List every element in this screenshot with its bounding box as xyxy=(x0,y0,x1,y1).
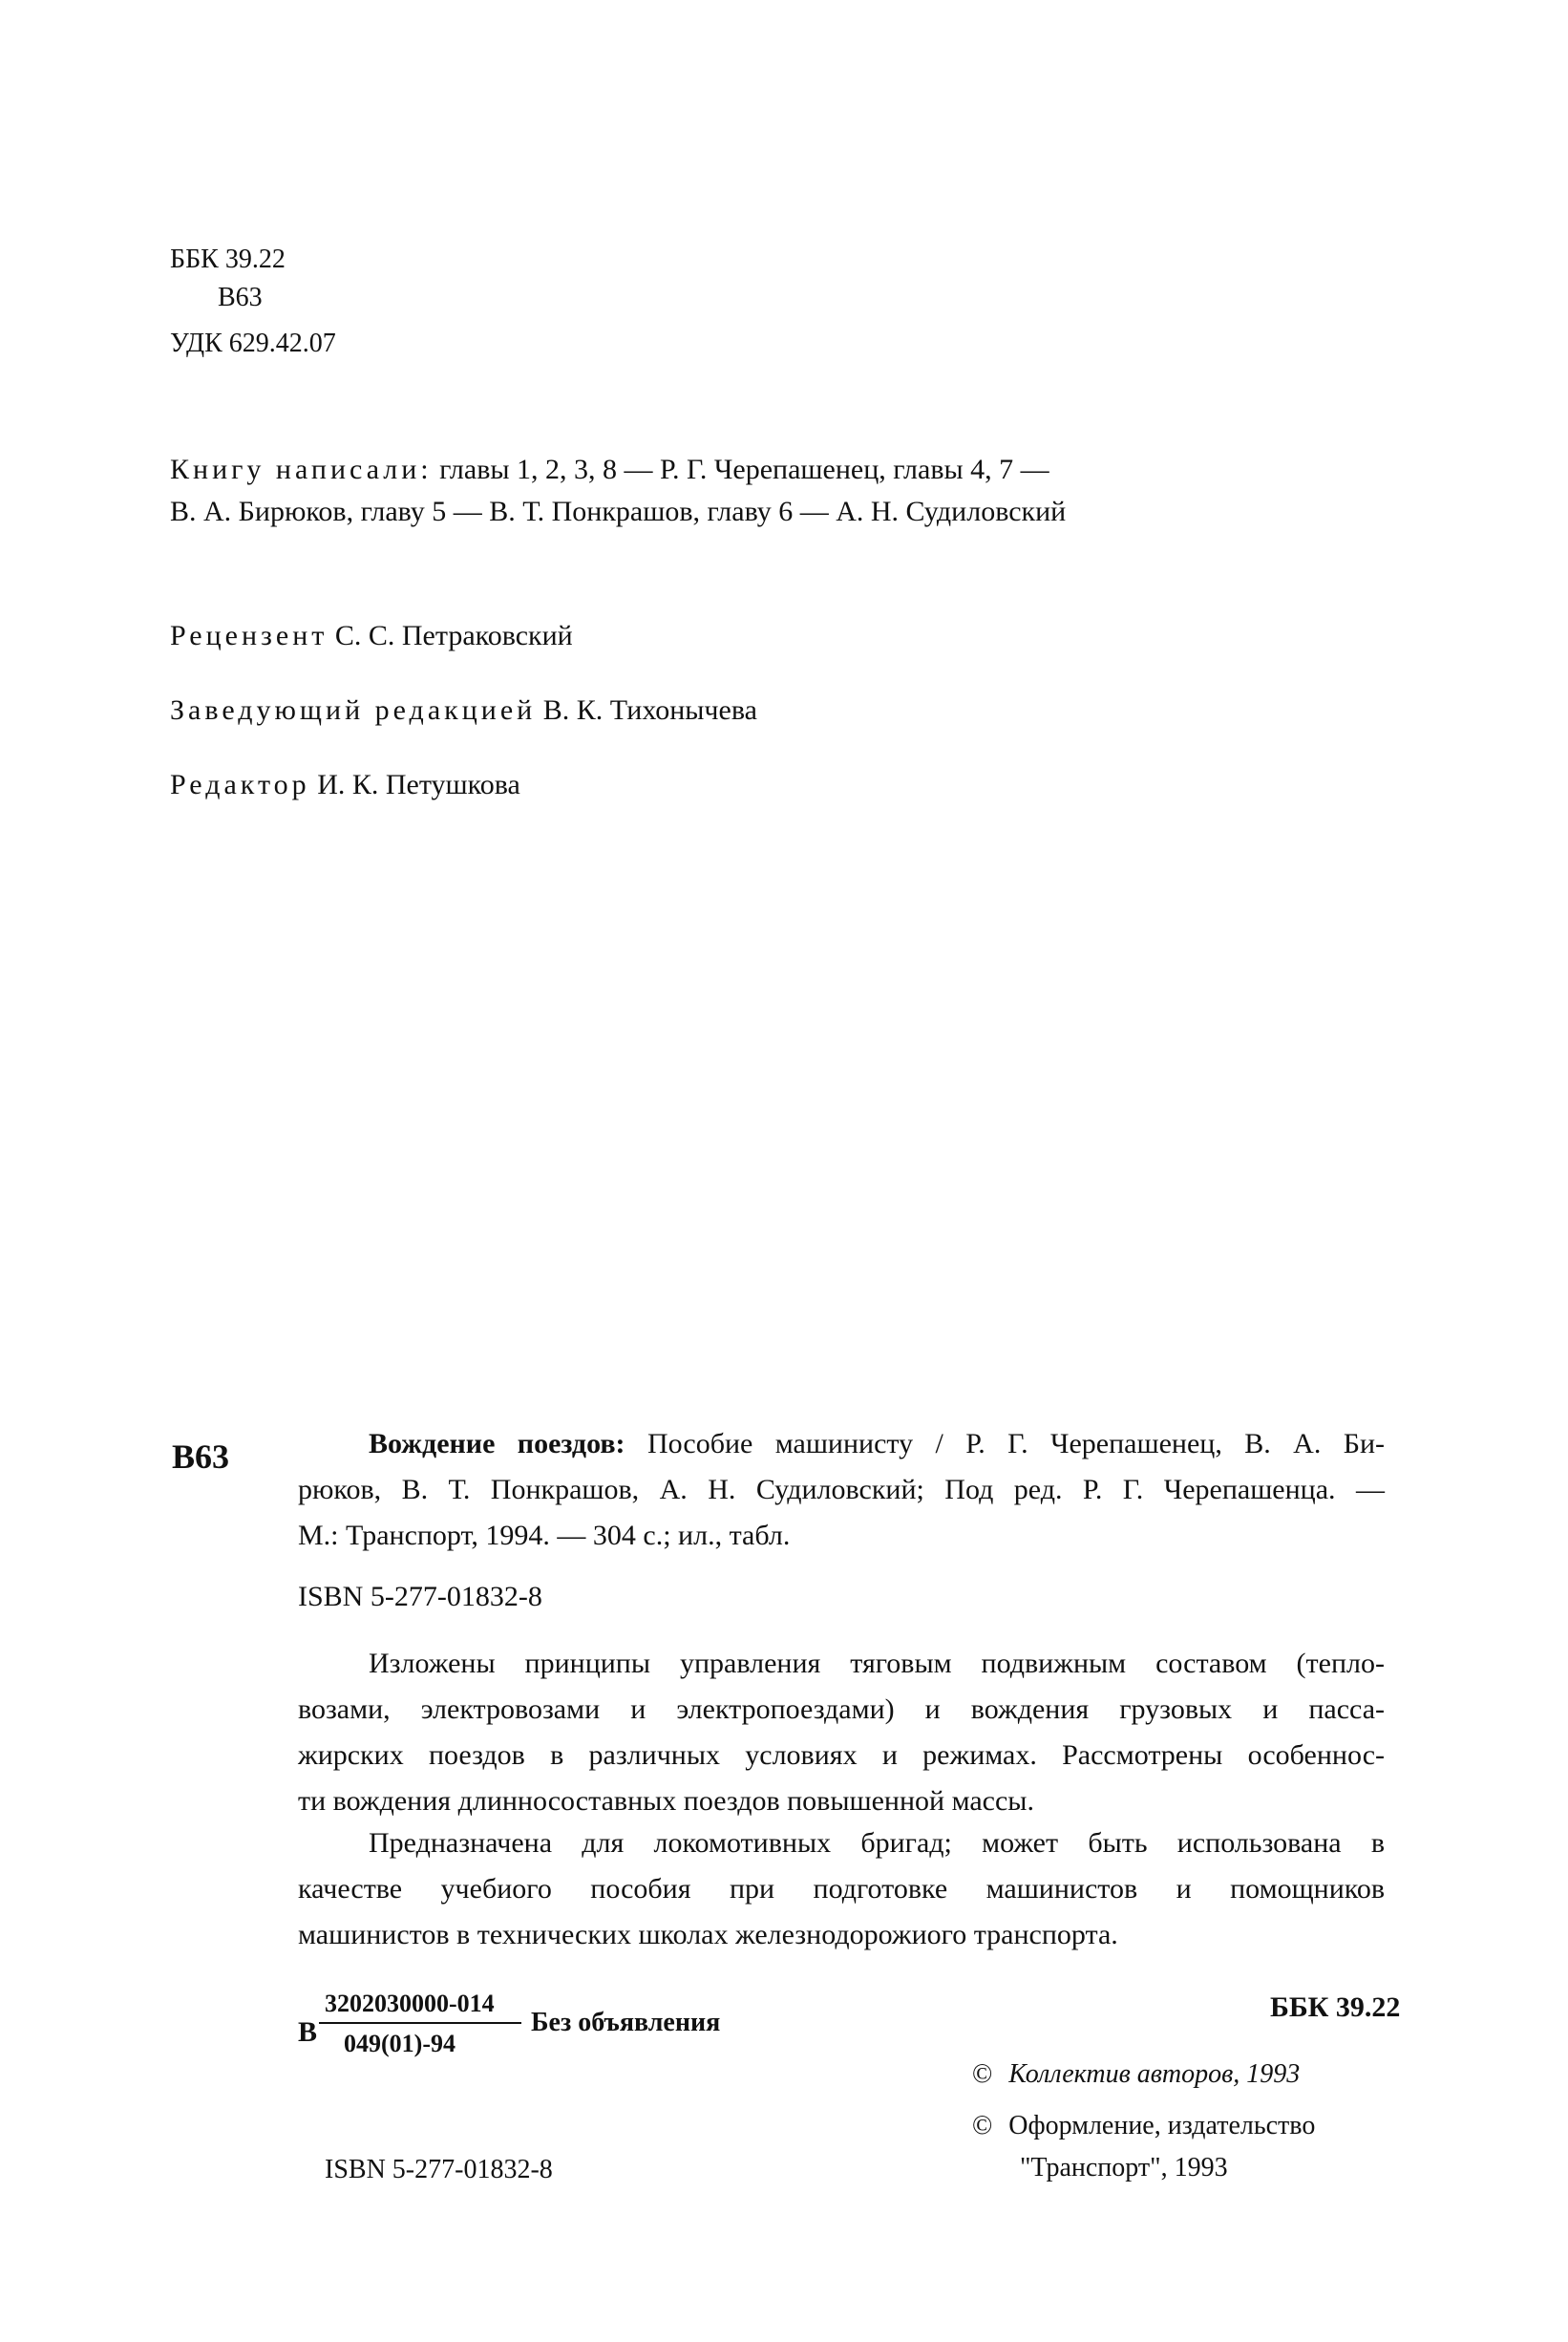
index-denominator: 049(01)-94 xyxy=(344,2030,456,2057)
authorship-chapters-1: главы 1, 2, 3, 8 — Р. Г. Черепашенец, главы 4, 7 — xyxy=(439,454,1049,485)
catalog-isbn: ISBN 5-277-01832-8 xyxy=(298,1581,542,1612)
footer-bbk: ББК 39.22 xyxy=(1270,1991,1401,2023)
copyright-authors xyxy=(972,2055,1300,2094)
bbk-index: ББК 39.22 xyxy=(170,245,286,274)
index-prefix: В xyxy=(298,2016,318,2048)
author-code: В63 xyxy=(218,283,263,312)
copyright-publisher: "Транспорт", 1993 xyxy=(1020,2153,1228,2182)
reviewer-name: С. С. Петраковский xyxy=(334,620,573,651)
editorial-head-name: В. К. Тихонычева xyxy=(542,694,757,726)
editorial-head-role: Заведующий редакцией xyxy=(170,694,537,726)
authorship-line-1 xyxy=(170,449,1049,491)
abstract2-line-2: качестве учебиого пособия при подготовке машинистов и помощников xyxy=(298,1873,1385,1905)
abstract2-line-1: Предназначена для локомотивных бригад; может быть использована в xyxy=(369,1827,1385,1859)
abstract1-line-4: ти вождения длинносоставных поездов повышенной массы. xyxy=(298,1785,1034,1817)
bib-line-1: Вождение поездов: Пособие машинисту / Р. Г. Черепашенец, В. А. Би- xyxy=(298,1421,1385,1467)
catalog-code: В63 xyxy=(172,1437,230,1476)
no-announcement-note: Без объявления xyxy=(531,2008,721,2037)
editorial-head-credit xyxy=(170,690,757,732)
abstract2-line-3: машинистов в технических школах железнодорожиого транспорта. xyxy=(298,1919,1118,1950)
reviewer-role: Рецензент xyxy=(170,620,328,651)
bib-line-3: М.: Транспорт, 1994. — 304 с.; ил., табл. xyxy=(298,1520,791,1551)
copyright-design-text: Оформление, издательство xyxy=(1008,2111,1316,2140)
editor-role: Редактор xyxy=(170,769,310,800)
editor-name: И. К. Петушкова xyxy=(317,769,520,800)
authorship-line-2: В. А. Бирюков, главу 5 — В. Т. Понкрашов, главу 6 — А. Н. Судиловский xyxy=(170,496,1067,527)
fraction-bar xyxy=(319,2022,521,2024)
index-numerator: 3202030000-014 xyxy=(325,1990,495,2017)
udk-index: УДК 629.42.07 xyxy=(170,329,336,358)
copyright-design xyxy=(972,2107,1315,2145)
copyright-authors-text: Коллектив авторов, 1993 xyxy=(1008,2059,1301,2089)
book-title: Вождение поездов: xyxy=(369,1428,625,1459)
bibliographic-description xyxy=(298,1421,1385,1559)
bib-line-2: рюков, В. Т. Понкрашов, А. Н. Судиловский; Под ред. Р. Г. Черепашенца. — xyxy=(298,1474,1385,1505)
editor-credit xyxy=(170,764,520,806)
footer-isbn: ISBN 5-277-01832-8 xyxy=(325,2155,553,2184)
reviewer-credit xyxy=(170,615,573,657)
copyright-icon: © xyxy=(972,2059,993,2089)
authorship-label: Книгу написали: xyxy=(170,454,433,485)
abstract-paragraph-2 xyxy=(298,1820,1385,1958)
copyright-icon: © xyxy=(972,2111,993,2140)
abstract1-line-3: жирских поездов в различных условиях и режимах. Рассмотрены особеннос- xyxy=(298,1739,1385,1771)
abstract1-line-1: Изложены принципы управления тяговым подвижным составом (тепло- xyxy=(369,1648,1385,1679)
abstract1-line-2: возами, электровозами и электропоездами) и вождения грузовых и пасса- xyxy=(298,1693,1385,1725)
abstract-paragraph-1 xyxy=(298,1641,1385,1824)
